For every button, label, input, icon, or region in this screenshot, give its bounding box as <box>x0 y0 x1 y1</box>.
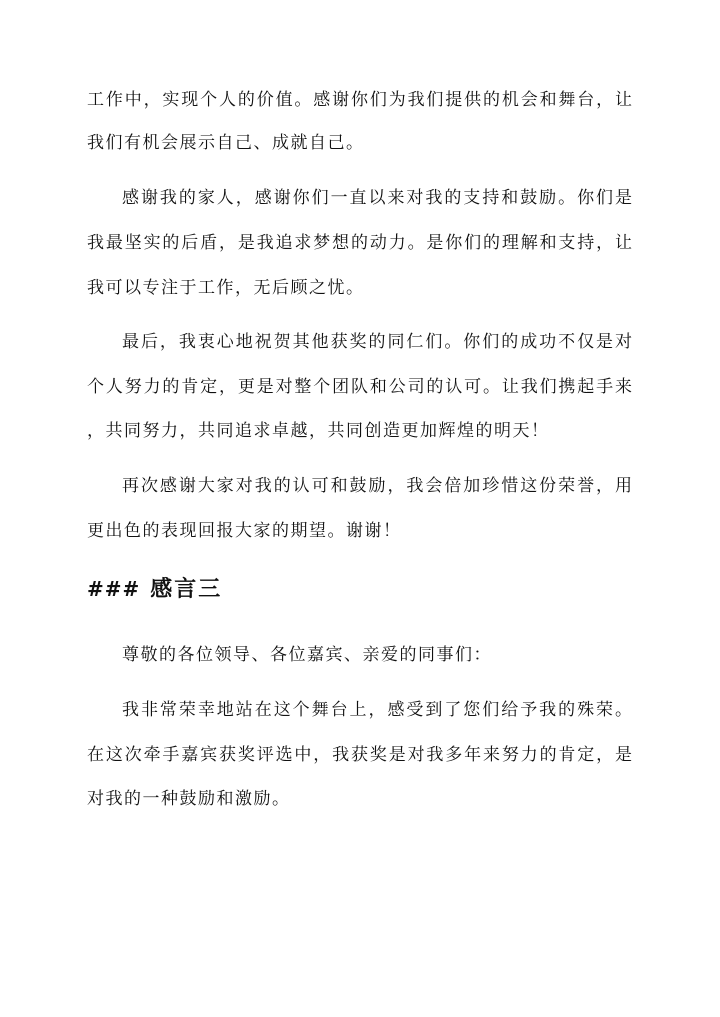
heading-title: 感言三 <box>150 576 223 602</box>
section-heading <box>87 574 222 604</box>
paragraph-4-line-2: 更出色的表现回报大家的期望。谢谢！ <box>87 521 402 541</box>
salutation-line: 尊敬的各位领导、各位嘉宾、亲爱的同事们： <box>122 645 492 665</box>
paragraph-4-line-1: 再次感谢大家对我的认可和鼓励，我会倍加珍惜这份荣誉，用 <box>122 476 632 496</box>
section-paragraph-line-1: 我非常荣幸地站在这个舞台上，感受到了您们给予我的殊荣。 <box>122 700 632 720</box>
heading-marker: ### <box>87 577 141 601</box>
section-paragraph-line-2: 在这次牵手嘉宾获奖评选中，我获奖是对我多年来努力的肯定，是 <box>87 745 632 765</box>
paragraph-3-line-3: ，共同努力，共同追求卓越，共同创造更加辉煌的明天！ <box>87 421 550 441</box>
paragraph-2-line-3: 我可以专注于工作，无后顾之忧。 <box>87 278 365 298</box>
paragraph-3-line-2: 个人努力的肯定，更是对整个团队和公司的认可。让我们携起手来 <box>87 377 632 397</box>
paragraph-2-line-1: 感谢我的家人，感谢你们一直以来对我的支持和鼓励。你们是 <box>122 188 632 208</box>
paragraph-1-line-1: 工作中，实现个人的价值。感谢你们为我们提供的机会和舞台，让 <box>87 90 632 110</box>
paragraph-1-line-2: 我们有机会展示自己、成就自己。 <box>87 133 365 153</box>
paragraph-2-line-2: 我最坚实的后盾，是我追求梦想的动力。是你们的理解和支持，让 <box>87 233 632 253</box>
paragraph-3-line-1: 最后，我衷心地祝贺其他获奖的同仁们。你们的成功不仅是对 <box>122 332 632 352</box>
section-paragraph-line-3: 对我的一种鼓励和激励。 <box>87 789 291 809</box>
